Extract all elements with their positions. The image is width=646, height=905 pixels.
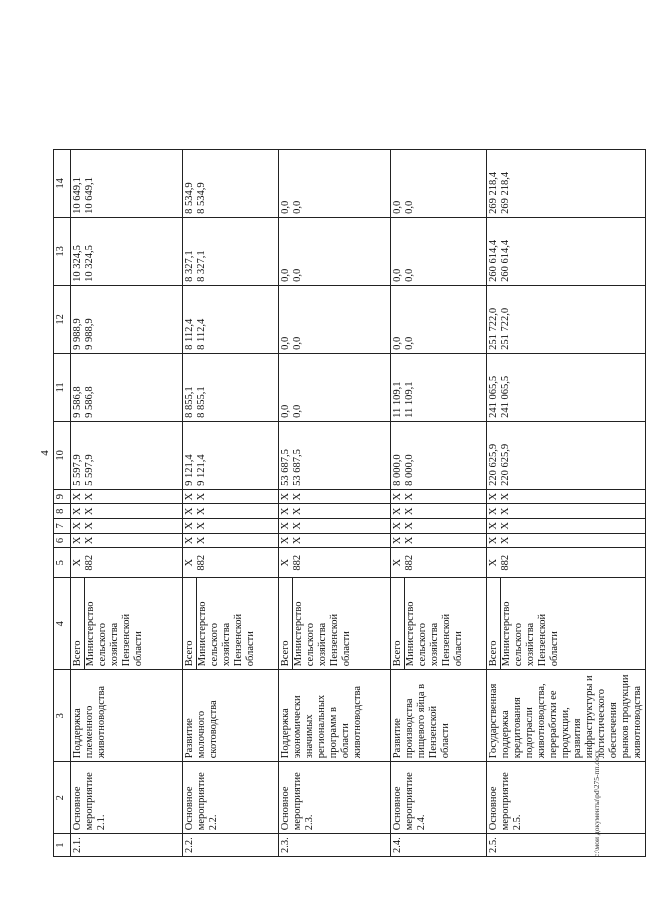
value-cell bbox=[279, 353, 391, 421]
value-ministry: 251 722,0 bbox=[500, 307, 511, 350]
value-cell bbox=[71, 149, 183, 217]
table-row bbox=[71, 149, 183, 856]
value-total: X bbox=[72, 492, 83, 500]
value-total: 0,0 bbox=[280, 336, 291, 350]
value-total: 5 597,9 bbox=[72, 453, 83, 486]
value-cell bbox=[391, 353, 487, 421]
executor-cell bbox=[391, 577, 487, 669]
value-total: 251 722,0 bbox=[488, 307, 499, 350]
value-ministry: X bbox=[292, 506, 303, 515]
executor-ministry: Министерство сельского хозяйства Пензенской области bbox=[501, 601, 560, 666]
value-cell bbox=[279, 518, 391, 533]
value-ministry: 882 bbox=[500, 554, 511, 571]
value-ministry: X bbox=[196, 492, 207, 500]
value-ministry: 10 649,1 bbox=[84, 176, 95, 214]
value-total: 9 988,9 bbox=[72, 317, 83, 350]
value-ministry: 220 625,9 bbox=[500, 443, 511, 486]
value-ministry: X bbox=[404, 521, 415, 530]
value-total: 0,0 bbox=[392, 336, 403, 350]
value-cell bbox=[183, 285, 279, 353]
executor-ministry: Министерство сельского хозяйства Пензенской области bbox=[293, 601, 352, 666]
value-total: X bbox=[72, 536, 83, 544]
budget-table bbox=[53, 148, 646, 856]
table-row bbox=[487, 149, 646, 856]
measure-type: Основное мероприятие 2.2. bbox=[183, 761, 279, 833]
rotated-page bbox=[37, 43, 643, 863]
column-header: 7 bbox=[54, 518, 71, 533]
value-ministry: 882 bbox=[292, 554, 303, 571]
row-number: 2.4. bbox=[391, 833, 487, 856]
value-total: X bbox=[488, 558, 499, 567]
value-ministry: 0,0 bbox=[404, 336, 415, 350]
value-total: 269 218,4 bbox=[488, 171, 499, 214]
value-ministry: X bbox=[84, 492, 95, 500]
value-ministry: 8 000,0 bbox=[404, 453, 415, 486]
value-total: 220 625,9 bbox=[488, 443, 499, 486]
value-ministry: 8 112,4 bbox=[196, 318, 207, 350]
value-total: X bbox=[72, 506, 83, 515]
value-cell bbox=[71, 518, 183, 533]
value-ministry: 0,0 bbox=[292, 336, 303, 350]
column-header: 1 bbox=[54, 833, 71, 856]
column-header: 5 bbox=[54, 547, 71, 577]
column-header: 2 bbox=[54, 761, 71, 833]
value-cell bbox=[391, 489, 487, 504]
value-ministry: 260 614,4 bbox=[500, 239, 511, 282]
measure-name: Поддержка экономически значимых региональных программ в области животноводства bbox=[279, 669, 391, 761]
value-cell bbox=[279, 421, 391, 489]
value-total: X bbox=[280, 521, 291, 530]
value-cell bbox=[487, 421, 646, 489]
value-cell bbox=[71, 533, 183, 548]
value-total: X bbox=[392, 521, 403, 530]
value-total: X bbox=[280, 492, 291, 500]
executor-total: Всего bbox=[184, 578, 197, 669]
executor-total: Всего bbox=[488, 578, 501, 669]
value-cell bbox=[279, 503, 391, 518]
value-ministry: X bbox=[404, 492, 415, 500]
value-total: X bbox=[280, 536, 291, 544]
value-cell bbox=[487, 533, 646, 548]
value-total: X bbox=[184, 492, 195, 500]
measure-type: Основное мероприятие 2.5. bbox=[487, 761, 646, 833]
value-total: X bbox=[184, 536, 195, 544]
footer-file-path: c:\мои документы\pd\275-пп.docx bbox=[592, 749, 601, 857]
value-ministry: 0,0 bbox=[292, 268, 303, 282]
measure-type: Основное мероприятие 2.4. bbox=[391, 761, 487, 833]
measure-name: Развитие молочного скотоводства bbox=[183, 669, 279, 761]
value-cell bbox=[391, 421, 487, 489]
value-total: X bbox=[184, 521, 195, 530]
value-total: X bbox=[392, 506, 403, 515]
value-cell bbox=[183, 518, 279, 533]
value-ministry: X bbox=[84, 521, 95, 530]
value-cell bbox=[487, 518, 646, 533]
value-cell bbox=[279, 547, 391, 577]
header-row bbox=[54, 149, 71, 856]
value-total: 53 687,5 bbox=[280, 448, 291, 486]
value-cell bbox=[183, 217, 279, 285]
value-total: X bbox=[392, 492, 403, 500]
value-total: 9 121,4 bbox=[184, 453, 195, 486]
value-cell bbox=[279, 149, 391, 217]
value-cell bbox=[183, 547, 279, 577]
value-total: 8 534,9 bbox=[184, 181, 195, 214]
value-ministry: 9 121,4 bbox=[196, 453, 207, 486]
value-ministry: 5 597,9 bbox=[84, 453, 95, 486]
value-ministry: 269 218,4 bbox=[500, 171, 511, 214]
value-cell bbox=[183, 149, 279, 217]
value-cell bbox=[71, 547, 183, 577]
value-total: 11 109,1 bbox=[392, 381, 403, 418]
row-number: 2.3. bbox=[279, 833, 391, 856]
value-ministry: 0,0 bbox=[292, 200, 303, 214]
value-ministry: X bbox=[292, 521, 303, 530]
value-cell bbox=[183, 421, 279, 489]
value-ministry: X bbox=[196, 506, 207, 515]
value-ministry: 0,0 bbox=[404, 200, 415, 214]
value-cell bbox=[71, 489, 183, 504]
value-total: 8 000,0 bbox=[392, 453, 403, 486]
value-ministry: 8 855,1 bbox=[196, 385, 207, 418]
value-total: 10 324,5 bbox=[72, 244, 83, 282]
value-total: 10 649,1 bbox=[72, 176, 83, 214]
row-number: 2.1. bbox=[71, 833, 183, 856]
executor-total: Всего bbox=[392, 578, 405, 669]
value-cell bbox=[183, 489, 279, 504]
value-cell bbox=[279, 489, 391, 504]
value-cell bbox=[391, 149, 487, 217]
value-ministry: 882 bbox=[84, 554, 95, 571]
value-ministry: X bbox=[196, 536, 207, 544]
value-total: X bbox=[184, 506, 195, 515]
value-total: 0,0 bbox=[392, 268, 403, 282]
value-ministry: 0,0 bbox=[404, 268, 415, 282]
value-total: X bbox=[488, 506, 499, 515]
value-cell bbox=[71, 421, 183, 489]
column-header: 4 bbox=[54, 577, 71, 669]
executor-ministry: Министерство сельского хозяйства Пензенской области bbox=[85, 601, 144, 666]
table-row bbox=[183, 149, 279, 856]
value-cell bbox=[487, 285, 646, 353]
value-ministry: 0,0 bbox=[292, 404, 303, 418]
value-ministry: 882 bbox=[404, 554, 415, 571]
column-header: 11 bbox=[54, 353, 71, 421]
value-total: X bbox=[488, 492, 499, 500]
value-ministry: X bbox=[500, 536, 511, 544]
value-total: 0,0 bbox=[280, 200, 291, 214]
value-total: 0,0 bbox=[392, 200, 403, 214]
executor-ministry: Министерство сельского хозяйства Пензенской области bbox=[197, 601, 256, 666]
value-ministry: 241 065,5 bbox=[500, 375, 511, 418]
value-total: 8 327,1 bbox=[184, 249, 195, 282]
value-ministry: 53 687,5 bbox=[292, 448, 303, 486]
value-ministry: 10 324,5 bbox=[84, 244, 95, 282]
value-ministry: 8 327,1 bbox=[196, 249, 207, 282]
value-cell bbox=[183, 353, 279, 421]
value-total: 0,0 bbox=[280, 268, 291, 282]
value-cell bbox=[487, 547, 646, 577]
value-cell bbox=[487, 489, 646, 504]
value-ministry: 8 534,9 bbox=[196, 181, 207, 214]
executor-cell bbox=[71, 577, 183, 669]
value-cell bbox=[279, 533, 391, 548]
value-total: X bbox=[488, 521, 499, 530]
executor-cell bbox=[279, 577, 391, 669]
value-ministry: 11 109,1 bbox=[404, 381, 415, 418]
measure-name: Государственная поддержка кредитования подотрасли животноводства, переработки ее продукции, развития инфраструктуры и логистического обеспечения рынков продукции животноводства bbox=[487, 669, 646, 761]
value-cell bbox=[71, 285, 183, 353]
row-number: 2.5. bbox=[487, 833, 646, 856]
value-total: X bbox=[392, 558, 403, 567]
column-header: 14 bbox=[54, 149, 71, 217]
value-total: 0,0 bbox=[280, 404, 291, 418]
value-cell bbox=[71, 503, 183, 518]
row-number: 2.2. bbox=[183, 833, 279, 856]
column-header: 9 bbox=[54, 489, 71, 504]
value-cell bbox=[71, 353, 183, 421]
measure-name: Поддержка племенного животноводства bbox=[71, 669, 183, 761]
value-ministry: 882 bbox=[196, 554, 207, 571]
value-total: X bbox=[72, 521, 83, 530]
value-total: 9 586,8 bbox=[72, 385, 83, 418]
measure-type: Основное мероприятие 2.3. bbox=[279, 761, 391, 833]
value-cell bbox=[183, 503, 279, 518]
executor-total: Всего bbox=[72, 578, 85, 669]
value-ministry: 9 988,9 bbox=[84, 317, 95, 350]
value-cell bbox=[391, 503, 487, 518]
table-body bbox=[54, 149, 646, 856]
value-cell bbox=[487, 503, 646, 518]
value-ministry: X bbox=[404, 536, 415, 544]
value-cell bbox=[391, 217, 487, 285]
value-ministry: 9 586,8 bbox=[84, 385, 95, 418]
column-header: 12 bbox=[54, 285, 71, 353]
value-cell bbox=[487, 353, 646, 421]
value-total: 8 112,4 bbox=[184, 318, 195, 350]
column-header: 8 bbox=[54, 503, 71, 518]
value-total: X bbox=[488, 536, 499, 544]
executor-total: Всего bbox=[280, 578, 293, 669]
value-total: X bbox=[280, 506, 291, 515]
column-header: 10 bbox=[54, 421, 71, 489]
value-total: 260 614,4 bbox=[488, 239, 499, 282]
measure-type: Основное мероприятие 2.1. bbox=[71, 761, 183, 833]
value-cell bbox=[487, 149, 646, 217]
executor-ministry: Министерство сельского хозяйства Пензенской области bbox=[405, 601, 464, 666]
value-total: X bbox=[72, 558, 83, 567]
table-row bbox=[391, 149, 487, 856]
value-total: 8 855,1 bbox=[184, 385, 195, 418]
value-total: 241 065,5 bbox=[488, 375, 499, 418]
executor-cell bbox=[487, 577, 646, 669]
value-ministry: X bbox=[84, 506, 95, 515]
value-cell bbox=[183, 533, 279, 548]
value-ministry: X bbox=[196, 521, 207, 530]
measure-name: Развитие производства пищевого яйца в Пензенской области bbox=[391, 669, 487, 761]
value-cell bbox=[391, 285, 487, 353]
value-ministry: X bbox=[292, 536, 303, 544]
column-header: 13 bbox=[54, 217, 71, 285]
value-cell bbox=[391, 533, 487, 548]
value-cell bbox=[279, 217, 391, 285]
value-ministry: X bbox=[500, 506, 511, 515]
value-cell bbox=[487, 217, 646, 285]
column-header: 3 bbox=[54, 669, 71, 761]
value-ministry: X bbox=[500, 492, 511, 500]
value-cell bbox=[391, 518, 487, 533]
value-total: X bbox=[392, 536, 403, 544]
value-ministry: X bbox=[292, 492, 303, 500]
value-ministry: X bbox=[404, 506, 415, 515]
executor-cell bbox=[183, 577, 279, 669]
value-cell bbox=[391, 547, 487, 577]
value-cell bbox=[279, 285, 391, 353]
value-cell bbox=[71, 217, 183, 285]
value-ministry: X bbox=[84, 536, 95, 544]
page-number: 4 bbox=[39, 449, 51, 456]
table-row bbox=[279, 149, 391, 856]
value-total: X bbox=[184, 558, 195, 567]
column-header: 6 bbox=[54, 533, 71, 548]
value-total: X bbox=[280, 558, 291, 567]
value-ministry: X bbox=[500, 521, 511, 530]
